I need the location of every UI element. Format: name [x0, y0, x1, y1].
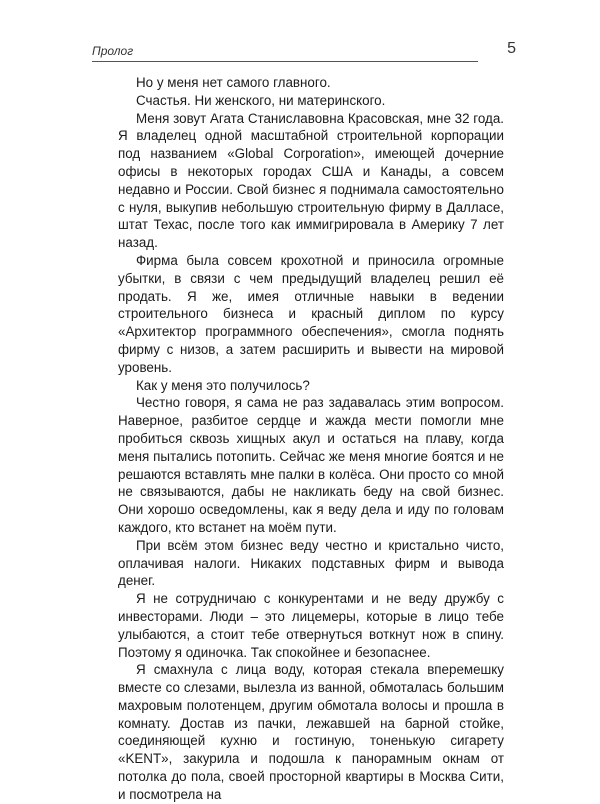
paragraph: Я не сотрудничаю с конкурентами и не веду дружбу с инвесторами. Люди – это лицемеры, которые в лицо тебе улыбаются, а стоит тебе отвернуться воткнут нож в спину. Поэтому я одиночка. Так спокойнее и безопаснее. — [118, 591, 504, 660]
paragraph: Меня зовут Агата Станиславовна Красовская, мне 32 года. Я владелец одной масштабной строительной корпорации под названием «Global Corporation», имеющей дочерние офисы в некоторых городах США и Канады, а совсем недавно и России. Свой бизнес я поднимала самостоятельно с нуля, выкупив небольшую строительную фирму в Далласе, штат Техас, после того как иммигрировала в Америку 7 лет назад. — [118, 110, 504, 251]
paragraph: Фирма была совсем крохотной и приносила огромные убытки, в связи с чем предыдущий владелец решил её продать. Я же, имея отличные навыки в ведении строительного бизнеса и красный диплом по курсу «Архитектор программного обеспечения», смогла поднять фирму с низов, а затем расширить и вывести на мировой уровень. — [118, 252, 504, 375]
paragraph: При всём этом бизнес веду честно и кристально чисто, оплачивая налоги. Никаких подставных фирм и вывода денег. — [118, 537, 504, 589]
paragraph: Но у меня нет самого главного. — [136, 75, 331, 90]
paragraph: Как у меня это получилось? — [136, 377, 310, 393]
body-text — [118, 74, 504, 804]
paragraph: Я смахнула с лица воду, которая стекала вперемешку вместе со слезами, вылезла из ванной, обмоталась большим махровым полотенцем, другим обмотала волосы и прошла в комнату. Достав из пачки, лежавшей на барной стойке, соединяющей кухню и гостиную, тоненькую сигарету «KENT», закурила и подошла к панорамным окнам от потолка до пола, своей просторной квартиры в Москва Сити, и посмотрела на — [118, 662, 504, 802]
page-number: 5 — [507, 40, 516, 57]
page-header — [92, 40, 516, 66]
header-rule — [92, 61, 478, 62]
paragraph: Честно говоря, я сама не раз задавалась этим вопросом. Наверное, разбитое сердце и жажда мести помогли мне пробиться сквозь хищных акул и остаться на плаву, когда меня пытались потопить. Сейчас же меня многие боятся и не решаются вставлять мне палки в колёса. Они просто со мной не связываются, дабы не накликать беду на свой бизнес. Они хорошо осведомлены, как я веду дела и иду по головам каждого, кто встанет на моём пути. — [118, 395, 504, 535]
running-title: Пролог — [92, 44, 134, 58]
paragraph: Счастья. Ни женского, ни материнского. — [136, 92, 386, 108]
